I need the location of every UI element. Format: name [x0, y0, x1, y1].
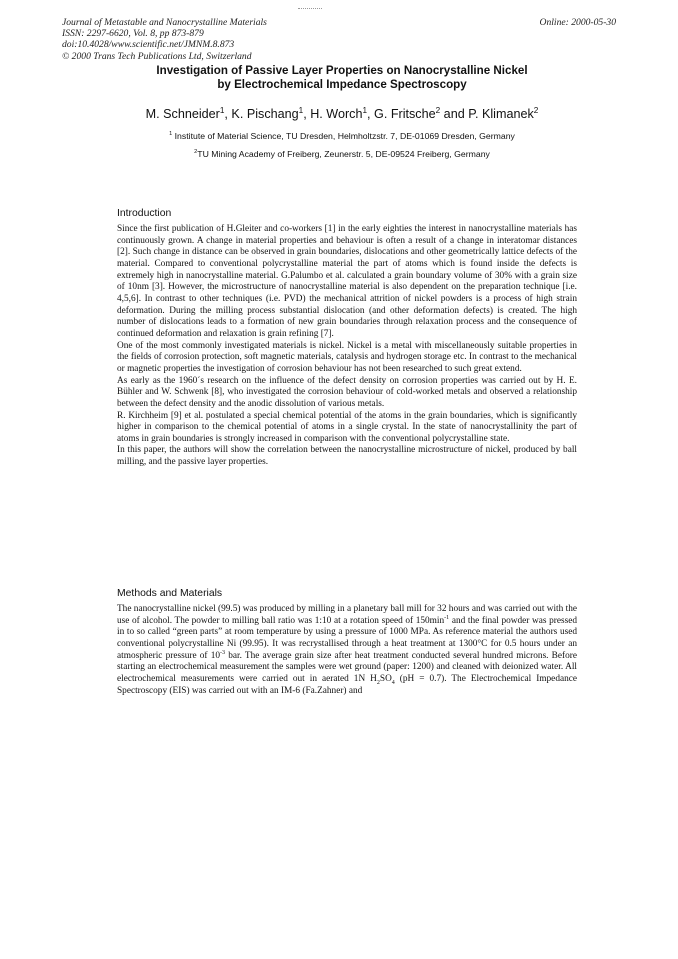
- introduction-section: [117, 208, 577, 469]
- affiliation-number: 1: [169, 131, 173, 138]
- affiliation-text: TU Mining Academy of Freiberg, Zeunerstr. 5, DE-09524 Freiberg, Germany: [197, 149, 490, 159]
- copyright-line: © 2000 Trans Tech Publications Ltd, Switzerland: [62, 50, 252, 62]
- paragraph: In this paper, the authors will show the correlation between the nanocrystalline microstructure of nickel, produced by ball milling, and the passive layer properties.: [117, 445, 577, 468]
- author-name: M. Schneider: [145, 107, 220, 121]
- title-line-2: by Electrochemical Impedance Spectroscopy: [217, 78, 467, 91]
- author-name: P. Klimanek: [468, 107, 534, 121]
- affiliation-marker: 1: [362, 105, 368, 115]
- section-heading: Methods and Materials: [117, 588, 223, 599]
- journal-name: Journal of Metastable and Nanocrystalline Materials: [62, 17, 267, 28]
- author-name: K. Pischang: [231, 107, 299, 121]
- paragraph: R. Kirchheim [9] et al. postulated a special chemical potential of the atoms in the grain boundaries, which is significantly higher in comparison to the chemical potential of atoms in a single crystal. In the state of nanocrystallinity the part of atoms in grain boundaries is strongly increased in comparison with the conventional polycrystalline state.: [117, 410, 577, 444]
- paragraph: As early as the 1960´s research on the influence of the defect density on corrosion properties was carried out by H. E. Bühler and W. Schwenk [8], who investigated the corrosion behaviour of cold-worked metals and observed a relationship between the defect density and the anodic dissolution of various metals.: [117, 375, 577, 409]
- methods-section: [117, 588, 577, 697]
- paragraph: One of the most commonly investigated materials is nickel. Nickel is a metal with miscellaneously suitable properties in the fields of corrosion protection, soft magnetic materials, catalysis and hydrogen storage etc. In contrast to the mechanical or magnetic properties the investigation of corrosion behaviour has not been researched to such great extend.: [117, 340, 577, 374]
- paragraph: Since the first publication of H.Gleiter and co-workers [1] in the early eighties the interest in nanocrystalline materials has continuously grown. A change in material properties and behaviour is often a result of a change in interatomar distances [2]. Such change in distance can be observed in grain boundaries, dislocations and other geometrically lattice defects of the material. Compared to conventional polycrystalline material the part of atoms which is found inside the defects is extremely high in nanocrystalline material. G.Palumbo et al. calculated a grain boundary volume of 30% with a grain size of 10nm [3]. However, the microstructure of nanocrystalline material is also dependent on the preparation technique [i.e. 4,5,6]. In contrast to other techniques (i.e. PVD) the mechanical attrition of nickel powders is a process of high strain deformation. During the milling process substantial dislocation (and other deformation defects) is created. The high number of dislocations leads to a formation of new grain boundaries through relaxation process and the consequence of continued deformation and relaxation is grain refining [7].: [117, 224, 577, 339]
- affiliation-marker: 2: [533, 105, 539, 115]
- affiliation-marker: 2: [435, 105, 441, 115]
- affiliation-1: [62, 131, 622, 142]
- affiliation-marker: 1: [298, 105, 304, 115]
- author-list: M. Schneider$^1$, K. Pischang$^1$, H. Worch$^1$, G. Fritsche$^2$ and P. Klimanek$^2$: [145, 105, 539, 121]
- subscript: 4: [391, 679, 395, 686]
- affiliation-text: Institute of Material Science, TU Dresden, Helmholtzstr. 7, DE-01069 Dresden, Germany: [172, 131, 515, 141]
- paragraph: The nanocrystalline nickel (99.5) was produced by milling in a planetary ball mill for 32 hours and was carried out with the use of alcohol. The powder to milling ball ratio was 1:10 at a rotation speed of $150\min^{-1}$ and the final powder was pressed in to so called “green parts” at room temperature by using a pressure of 1000 MPa. As reference material the authors used conventional polycrystalline Ni (99.95). It was recrystallised through a heat treatment at 1300°C for 0.5 hours under an atmospheric pressure of $10^{-3}$ bar. The average grain size after heat treatment conducted several hundred microns. Before starting an electrochemical measurement the samples were wet ground (paper: 1200) and cleaned with deionized water. All electrochemical measurements were carried out in aerated 1N $H_2SO_4$ (pH = 0.7). The Electrochemical Impedance Spectroscopy (EIS) was carried out with an IM-6 (Fa.Zahner) and: [117, 604, 577, 696]
- subscript: 2: [376, 679, 380, 686]
- paper-title: [62, 64, 622, 92]
- top-margin-mark: [298, 8, 322, 9]
- affiliation-2: [62, 149, 622, 160]
- doi-line: doi:10.4028/www.scientific.net/JMNM.8.873: [62, 39, 235, 51]
- author-name: H. Worch: [310, 107, 363, 121]
- section-heading: Introduction: [117, 208, 172, 219]
- journal-header: [62, 17, 622, 62]
- online-date: Online: 2000-05-30: [539, 17, 616, 28]
- superscript: -1: [444, 614, 450, 621]
- superscript: -3: [220, 649, 226, 656]
- author-name: G. Fritsche: [374, 107, 436, 121]
- affiliation-marker: 1: [219, 105, 225, 115]
- affiliation-number: 2: [194, 149, 198, 156]
- title-line-1: Investigation of Passive Layer Properties on Nanocrystalline Nickel: [156, 64, 528, 77]
- issn-line: ISSN: 2297-6620, Vol. 8, pp 873-879: [62, 28, 204, 40]
